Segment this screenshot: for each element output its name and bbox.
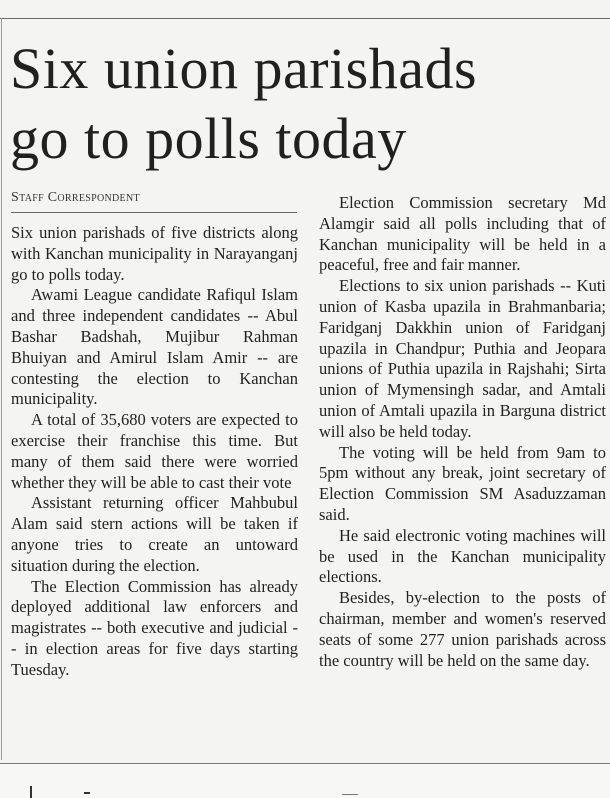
ink-fragment [342, 794, 358, 795]
ink-fragment [84, 792, 90, 794]
byline: Staff Correspondent [11, 190, 297, 213]
paragraph: Awami League candidate Rafiqul Islam and three independent candidates -- Abul Bashar Badshah, Mujibur Rahman Bhuiyan and Amirul Islam Amir -- are contesting the election to Kanchan municipality. [11, 285, 298, 409]
ink-fragment [30, 786, 32, 798]
paragraph: The Election Commission has already deployed additional law enforcers and magistrates -- both executive and judicial -- in election areas for five days starting Tuesday. [11, 576, 298, 679]
paragraph: The voting will be held from 9am to 5pm without any break, joint secretary of Election Commission SM Asaduzzaman said. [319, 442, 606, 524]
headline-line-2: go to polls today [10, 106, 407, 171]
paragraph: Besides, by-election to the posts of chairman, member and women's reserved seats of some 277 union parishads across the country will be held on the same day. [319, 588, 606, 670]
article-column-right [319, 193, 606, 671]
left-rule [1, 18, 2, 760]
paragraph: Assistant returning officer Mahbubul Alam said stern actions will be taken if anyone tries to create an untoward situation during the election. [11, 493, 298, 575]
paragraph: Six union parishads of five districts along with Kanchan municipality in Narayanganj go to polls today. [11, 223, 298, 284]
headline [10, 34, 600, 174]
paragraph: Elections to six union parishads -- Kuti union of Kasba upazila in Brahmanbaria; Faridganj Dakkhin union of Faridganj upazila in Chandpur; Puthia and Jeopara unions of Puthia upazila in Rajshahi; Sirta union of Mymensingh sadar, and Amtali union of Amtali upazila in Barguna district will also be held today. [319, 276, 606, 441]
article-column-left [11, 223, 298, 681]
paragraph: Election Commission secretary Md Alamgir said all polls including that of Kanchan municipality will be held in a peaceful, free and fair manner. [319, 193, 606, 275]
headline-line-1: Six union parishads [10, 36, 478, 101]
next-story-fragment [0, 764, 610, 798]
top-rule [0, 18, 610, 19]
paragraph: A total of 35,680 voters are expected to exercise their franchise this time. But many of them said there were worried whether they will be able to cast their vote [11, 410, 298, 492]
paragraph: He said electronic voting machines will be used in the Kanchan municipality elections. [319, 525, 606, 587]
